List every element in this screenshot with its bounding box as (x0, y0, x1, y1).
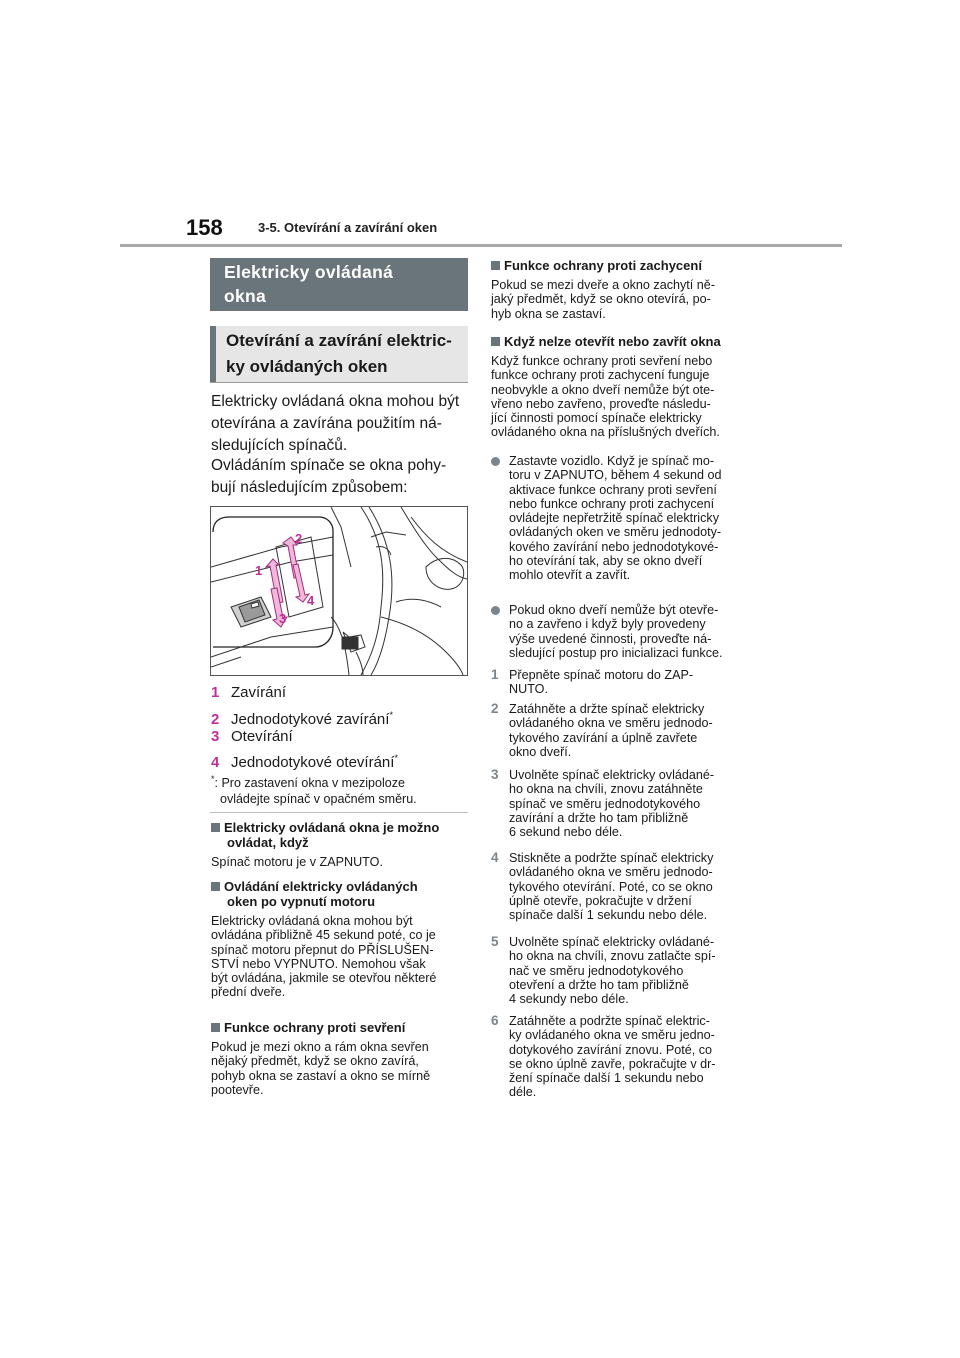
round-bullet-icon (491, 606, 500, 615)
chapter-title: 3-5. Otevírání a zavírání oken (258, 220, 438, 235)
note-ochrana-proti-sevreni (211, 1020, 473, 1097)
legend-text: Jednodotykové otevírání (231, 754, 395, 771)
section-title-line: Elektricky ovládaná (224, 262, 394, 282)
legend-text: Jednodotykové zavírání (231, 711, 390, 728)
step-text: Zatáhněte a podržte spínač elektric- ky ovládaného okna ve směru jedno- dotykového zavírání znovu. Poté, co se okno úplně zavře, pokračujte v dr- žení spínače další 1 sekundu nebo déle. (509, 1014, 716, 1100)
intro-line: otevírána a zavírána použitím ná- (211, 415, 442, 432)
window-switch-illustration (210, 506, 468, 676)
bullet-item (491, 454, 761, 589)
note-heading-line: oken po vypnutí motoru (227, 894, 376, 909)
note-body: Pokud je mezi okno a rám okna sevřen nějaký předmět, když se okno zavírá, pohyb okna se zastaví a okno se mírně pootevře. (211, 1040, 431, 1097)
note-heading: Elektricky ovládaná okna je možno (211, 820, 473, 835)
intro-line: Elektricky ovládaná okna mohou být (211, 393, 460, 410)
note-ochrana-proti-zachyceni (491, 258, 761, 321)
legend-item (211, 727, 469, 747)
section-title-line: okna (224, 286, 267, 306)
legend-number: 4 (211, 754, 220, 771)
intro-paragraph (211, 391, 469, 457)
square-bullet-icon (211, 823, 220, 832)
step-number: 1 (491, 667, 499, 682)
note-heading-line: ovládat, když (227, 835, 309, 850)
note-body: Pokud se mezi dveře a okno zachytí ně- jaký předmět, když se okno otevírá, po- hyb okna se zastaví. (491, 278, 716, 321)
legend-number: 2 (211, 711, 220, 728)
subsection-title (210, 326, 468, 382)
legend-item (211, 683, 469, 703)
step-number: 6 (491, 1013, 499, 1028)
footnote (211, 771, 473, 807)
step-text: Uvolněte spínač elektricky ovládané- ho okna na chvíli, znovu zatáhněte spínač ve směru jednodotykového zavírání a držte ho tam přibližně 6 sekund nebo déle. (509, 768, 715, 840)
step-number: 3 (491, 767, 499, 782)
figure-label-4: 4 (307, 593, 315, 608)
footnote-mark: * (211, 774, 215, 784)
subsection-title-line: ky ovládaných oken (226, 357, 388, 376)
note-heading: Funkce ochrany proti sevření (211, 1020, 473, 1035)
square-bullet-icon (211, 1023, 220, 1032)
figure-label-2: 2 (295, 531, 303, 546)
note-heading: Funkce ochrany proti zachycení (491, 258, 761, 273)
legend-number: 3 (211, 728, 220, 745)
footnote-rule (210, 812, 468, 813)
bullet-item (491, 603, 761, 663)
note-body: Elektricky ovládaná okna mohou být ovládána přibližně 45 sekund poté, co je spínač motoru přepnut do PŘÍSLUŠEN- STVÍ nebo VYPNUTO. Nemohou však být ovládána, jakmile se otevřou některé přední dveře. (211, 914, 437, 1000)
bullet-text: Zastavte vozidlo. Když je spínač mo- toru v ZAPNUTO, během 4 sekund od aktivace funkce ochrany proti sevření nebo funkce ochrany proti zachycení ovládejte nepřetržitě spínač elektricky ovládaných oken ve směru jednodoty- kového zavírání nebo jednodotykové- ho otevírání tak, aby se okno dveří mohlo otevřít a zavřít. (509, 454, 722, 583)
footnote-line: : Pro zastavení okna v mezipoloze (214, 776, 405, 791)
square-bullet-icon (491, 261, 500, 270)
figure-label-3: 3 (279, 611, 287, 626)
page-number: 158 (186, 215, 223, 240)
intro-line: sledujících spínačů. (211, 437, 348, 454)
note-nelze-otevrit (491, 334, 761, 440)
figure-label-1: 1 (255, 563, 263, 578)
intro-line: Ovládáním spínače se okna pohy- (211, 457, 447, 474)
note-elektricky-ovladana (211, 820, 473, 869)
square-bullet-icon (491, 337, 500, 346)
legend-text: Zavírání (231, 684, 287, 701)
legend-item (211, 748, 469, 773)
note-body: Když funkce ochrany proti sevření nebo funkce ochrany proti zachycení funguje neobvykle a okno dveří nemůže být ote- vřeno nebo zavřeno, proveďte následu- jící činnosti pomocí spínače elektricky ovládaného okna na příslušných dveřích. (491, 354, 720, 440)
step-text: Přepněte spínač motoru do ZAP- NUTO. (509, 668, 694, 697)
section-title (210, 258, 468, 311)
footnote-marker: * (389, 710, 393, 720)
subsection-rule (210, 382, 468, 383)
step-text: Uvolněte spínač elektricky ovládané- ho okna na chvíli, znovu zatlačte spí- nač ve směru jednodotykového otevření a držte ho tam přibližně 4 sekundy nebo déle. (509, 935, 716, 1007)
note-ovladani-po-vypnuti (211, 879, 473, 1000)
step-number: 2 (491, 701, 499, 716)
footnote-line: ovládejte spínač v opačném směru. (220, 792, 417, 807)
legend-number: 1 (211, 684, 220, 701)
step-number: 5 (491, 934, 499, 949)
round-bullet-icon (491, 457, 500, 466)
subsection-title-line: Otevírání a zavírání elektric- (226, 331, 452, 350)
step-text: Zatáhněte a držte spínač elektricky ovládaného okna ve směru jednodo- tykového zavírání a úplně zavřete okno dveří. (509, 702, 713, 759)
car-interior-drawing (211, 507, 467, 675)
note-body-line: Spínač motoru je v ZAPNUTO. (211, 855, 383, 869)
step-text: Stiskněte a podržte spínač elektricky ovládaného okna ve směru jednodo- tykového otevírání. Poté, co se okno úplně otevře, pokračujte v držení spínače další 1 sekundu nebo déle. (509, 851, 714, 923)
step-number: 4 (491, 850, 499, 865)
intro-paragraph (211, 455, 469, 499)
note-heading: Když nelze otevřít nebo zavřít okna (491, 334, 761, 349)
header-rule (120, 244, 842, 247)
legend-text: Otevírání (231, 728, 293, 745)
intro-line: bují následujícím způsobem: (211, 479, 408, 496)
footnote-marker: * (394, 753, 398, 763)
bullet-text: Pokud okno dveří nemůže být otevře- no a zavřeno i když byly provedeny výše uvedené činnosti, proveďte ná- sledující postup pro inicializaci funkce. (509, 603, 723, 660)
square-bullet-icon (211, 882, 220, 891)
note-heading: Ovládání elektricky ovládaných (211, 879, 473, 894)
